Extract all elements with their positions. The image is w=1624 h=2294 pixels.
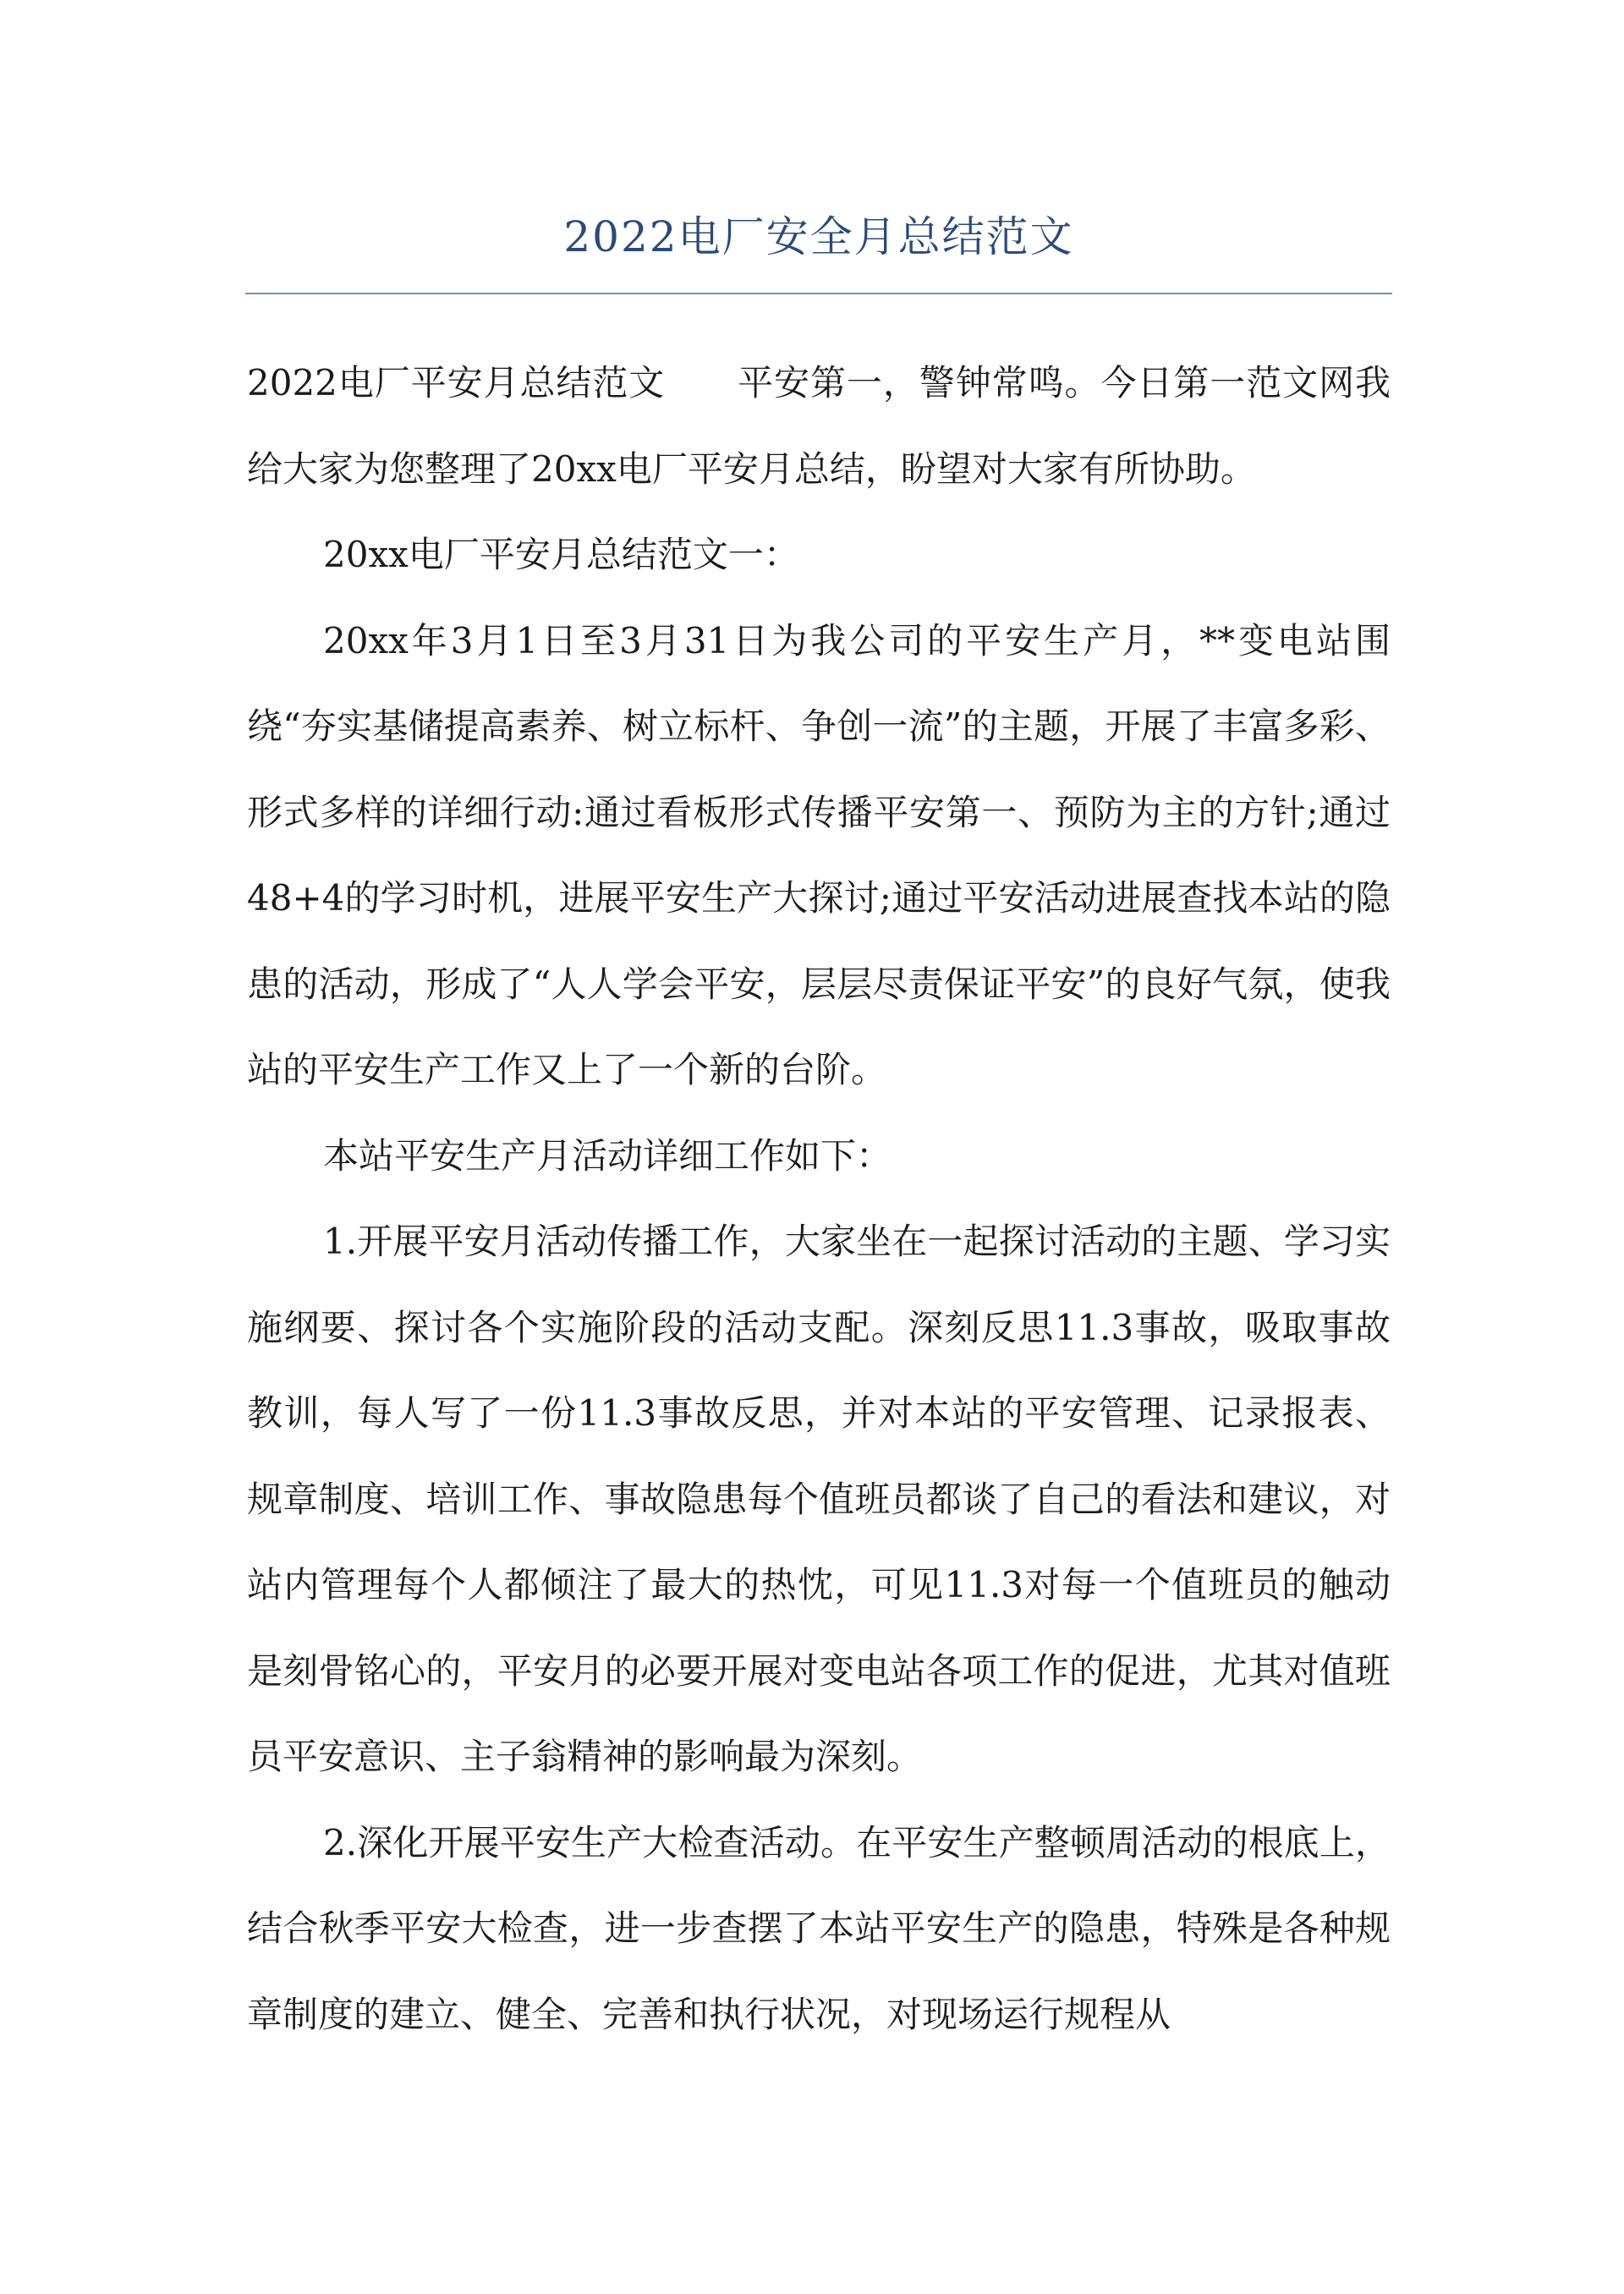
paragraph-item-1: 1.开展平安月活动传播工作，大家坐在一起探讨活动的主题、学习实施纲要、探讨各个实施阶段的活动支配。深刻反思11.3事故，吸取事故教训，每人写了一份11.3事故反思，并对本站的平安管理、记录报表、规章制度、培训工作、事故隐患每个值班员都谈了自己的看法和建议，对站内管理每个人都倾注了最大的热忱，可见11.3对每一个值班员的触动是刻骨铭心的，平安月的必要开展对变电站各项工作的促进，尤其对值班员平安意识、主子翁精神的影响最为深刻。 xyxy=(247,1221,1391,1777)
document-body xyxy=(247,340,1391,2057)
title-underline xyxy=(245,293,1392,294)
document-title: 2022电厂安全月总结范文 xyxy=(563,212,1074,261)
paragraph-item-2: 2.深化开展平安生产大检查活动。在平安生产整顿周活动的根底上，结合秋季平安大检查，进一步查摆了本站平安生产的隐患，特殊是各种规章制度的建立、健全、完善和执行状况，对现场运行规程从 xyxy=(247,1821,1391,2035)
paragraph-heading: 20xx电厂平安月总结范文一： xyxy=(323,534,799,575)
paragraph-subheading: 本站平安生产月活动详细工作如下： xyxy=(323,1134,892,1177)
paragraph-intro: 2022电厂平安月总结范文 平安第一，警钟常鸣。今日第一范文网我给大家为您整理了20xx电厂平安月总结，盼望对大家有所协助。 xyxy=(247,362,1391,490)
paragraph-overview: 20xx年3月1日至3月31日为我公司的平安生产月，**变电站围绕“夯实基储提高素养、树立标杆、争创一流”的主题，开展了丰富多彩、形式多样的详细行动:通过看板形式传播平安第一、预防为主的方针;通过48+4的学习时机，进展平安生产大探讨;通过平安活动进展查找本站的隐患的活动，形成了“人人学会平安，层层尽责保证平安”的良好气氛，使我站的平安生产工作又上了一个新的台阶。 xyxy=(247,619,1391,1090)
